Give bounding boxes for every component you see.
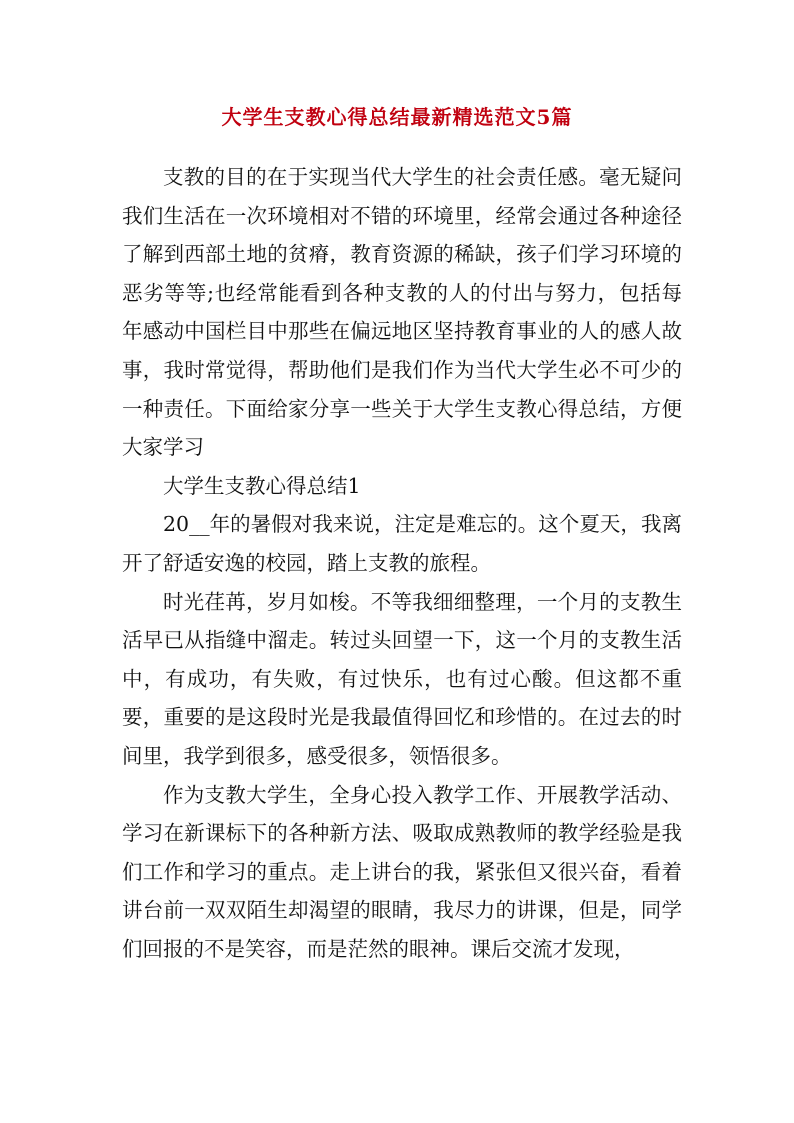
document-body — [122, 158, 682, 968]
paragraph-3: 作为支教大学生，全身心投入教学工作、开展教学活动、学习在新课标下的各种新方法、吸取成熟教师的教学经验是我们工作和学习的重点。走上讲台的我，紧张但又很兴奋，看着讲台前一双双陌生却渴望的眼睛，我尽力的讲课，但是，同学们回报的不是笑容，而是茫然的眼神。课后交流才发现， — [122, 782, 682, 961]
paragraph-1: 20__年的暑假对我来说，注定是难忘的。这个夏天，我离开了舒适安逸的校园，踏上支教的旅程。 — [122, 512, 682, 575]
paragraph-intro: 支教的目的在于实现当代大学生的社会责任感。毫无疑问我们生活在一次环境相对不错的环境里，经常会通过各种途径了解到西部土地的贫瘠，教育资源的稀缺，孩子们学习环境的恶劣等等;也经常能看到各种支教的人的付出与努力，包括每年感动中国栏目中那些在偏远地区坚持教育事业的人的感人故事，我时常觉得，帮助他们是我们作为当代大学生必不可少的一种责任。下面给家分享一些关于大学生支教心得总结，方便大家学习 — [122, 165, 682, 460]
document-title: 大学生支教心得总结最新精选范文5篇 — [221, 105, 573, 129]
paragraph-2: 时光荏苒，岁月如梭。不等我细细整理，一个月的支教生活早已从指缝中溜走。转过头回望一下，这一个月的支教生活中，有成功，有失败，有过快乐，也有过心酸。但这都不重要，重要的是这段时光是我最值得回忆和珍惜的。在过去的时间里，我学到很多，感受很多，领悟很多。 — [122, 589, 682, 768]
section-heading-1: 大学生支教心得总结1 — [163, 473, 361, 498]
